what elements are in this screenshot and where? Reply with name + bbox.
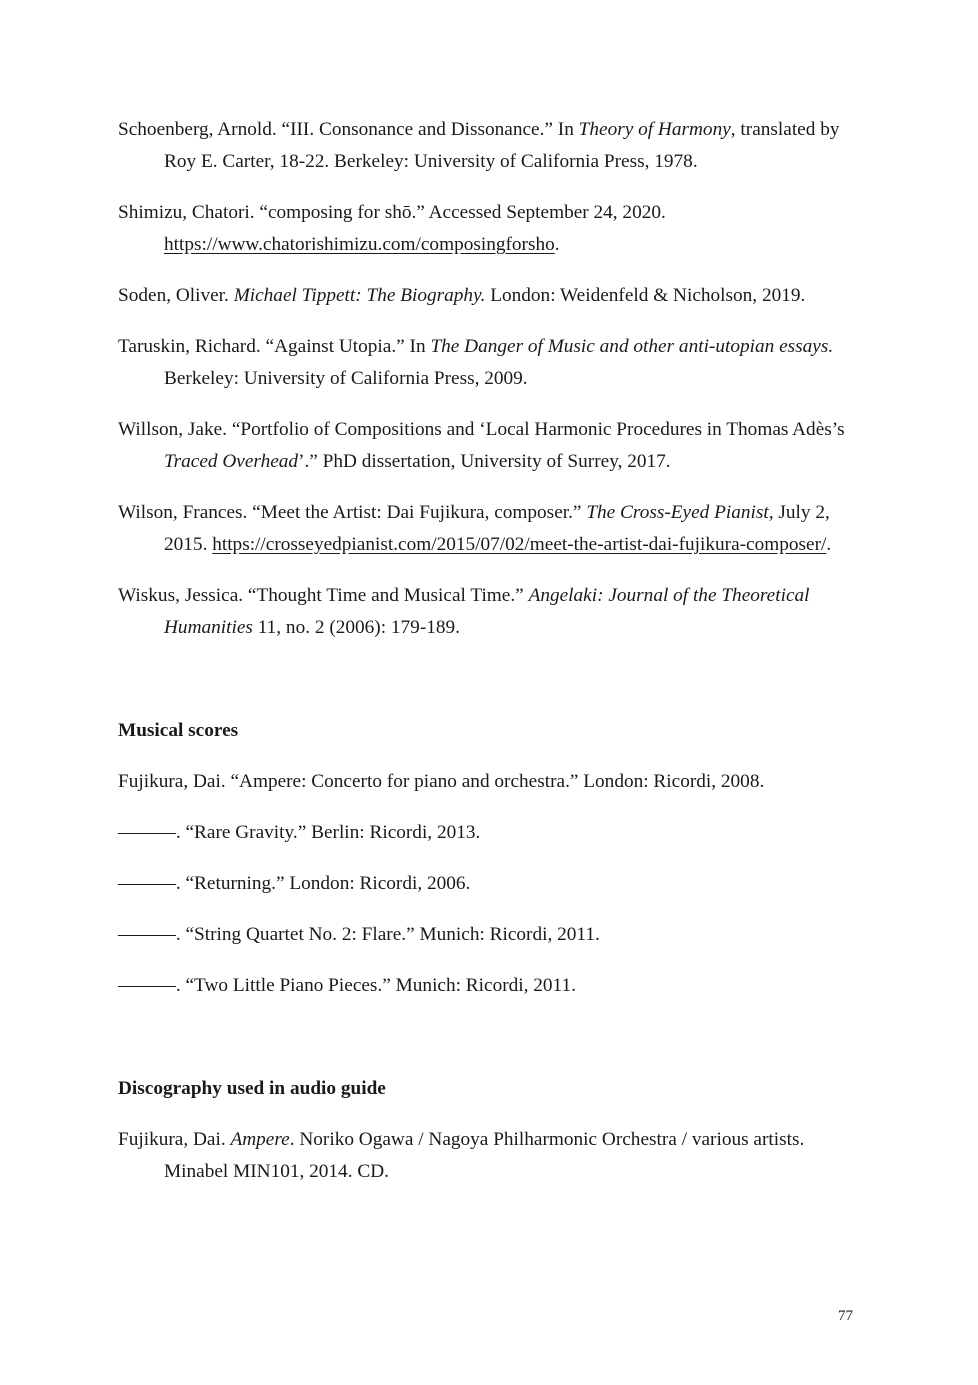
entry-text: . xyxy=(554,234,560,255)
section-heading-scores: Musical scores xyxy=(118,720,239,741)
entry-title: The Danger of Music and other anti-utopian essays. xyxy=(430,336,834,357)
score-entry: ———. “Returning.” London: Ricordi, 2006. xyxy=(118,873,471,894)
section-spacer xyxy=(118,663,860,715)
page-content xyxy=(118,114,860,1207)
bib-entry-willson xyxy=(118,414,860,478)
entry-title: Traced Overhead xyxy=(164,451,299,472)
entry-link[interactable]: https://www.chatorishimizu.com/composingforsho xyxy=(164,234,555,255)
entry-text: Willson, Jake. “Portfolio of Compositions and ‘Local Harmonic Procedures in Thomas Adès’s xyxy=(118,419,845,440)
score-entry: ———. “String Quartet No. 2: Flare.” Munich: Ricordi, 2011. xyxy=(118,924,600,945)
section-heading-discography: Discography used in audio guide xyxy=(118,1078,386,1099)
entry-title: Ampere xyxy=(230,1129,290,1150)
entry-text: ’.” PhD dissertation, University of Surrey, 2017. xyxy=(298,451,671,472)
entry-link[interactable]: https://crosseyedpianist.com/2015/07/02/meet-the-artist-dai-fujikura-composer/ xyxy=(212,534,827,555)
entry-title: The Cross-Eyed Pianist, xyxy=(586,502,774,523)
discography-entry xyxy=(118,1124,860,1188)
score-entry: Fujikura, Dai. “Ampere: Concerto for piano and orchestra.” London: Ricordi, 2008. xyxy=(118,771,765,792)
bib-entry-wiskus xyxy=(118,580,860,644)
score-entry: ———. “Two Little Piano Pieces.” Munich: Ricordi, 2011. xyxy=(118,975,576,996)
entry-title: Angelaki: Journal of the Theoretical Humanities xyxy=(164,585,810,638)
entry-text: Fujikura, Dai. xyxy=(118,1129,231,1150)
entry-text: . xyxy=(826,534,832,555)
score-entry: ———. “Rare Gravity.” Berlin: Ricordi, 2013. xyxy=(118,822,481,843)
entry-text: 11, no. 2 (2006): 179-189. xyxy=(252,617,460,638)
bib-entry-shimizu xyxy=(118,197,860,261)
section-spacer xyxy=(118,1021,860,1073)
page-number: 77 xyxy=(838,1308,853,1324)
entry-text: Shimizu, Chatori. “composing for shō.” Accessed September 24, 2020. xyxy=(118,202,666,223)
bib-entry-soden xyxy=(118,280,860,312)
bib-entry-taruskin xyxy=(118,331,860,395)
entry-title: Michael Tippett: The Biography. xyxy=(233,285,486,306)
entry-text: London: Weidenfeld & Nicholson, 2019. xyxy=(485,285,806,306)
entry-text: Soden, Oliver. xyxy=(118,285,234,306)
entry-text: Wiskus, Jessica. “Thought Time and Musical Time.” xyxy=(118,585,529,606)
bib-entry-schoenberg xyxy=(118,114,860,178)
entry-text: Schoenberg, Arnold. “III. Consonance and Dissonance.” In xyxy=(118,119,579,140)
entry-text: Taruskin, Richard. “Against Utopia.” In xyxy=(118,336,431,357)
entry-text: , translated by Roy E. Carter, 18-22. Berkeley: University of California Press, 1978. xyxy=(164,119,840,172)
entry-title: Theory of Harmony xyxy=(578,119,731,140)
entry-text: Berkeley: University of California Press, 2009. xyxy=(164,368,528,389)
entry-text: July 2, 2015. xyxy=(164,502,830,555)
entry-text: Wilson, Frances. “Meet the Artist: Dai Fujikura, composer.” xyxy=(118,502,587,523)
entry-text: . Noriko Ogawa / Nagoya Philharmonic Orchestra / various artists. Minabel MIN101, 2014. CD. xyxy=(164,1129,805,1182)
bib-entry-wilson xyxy=(118,497,860,561)
